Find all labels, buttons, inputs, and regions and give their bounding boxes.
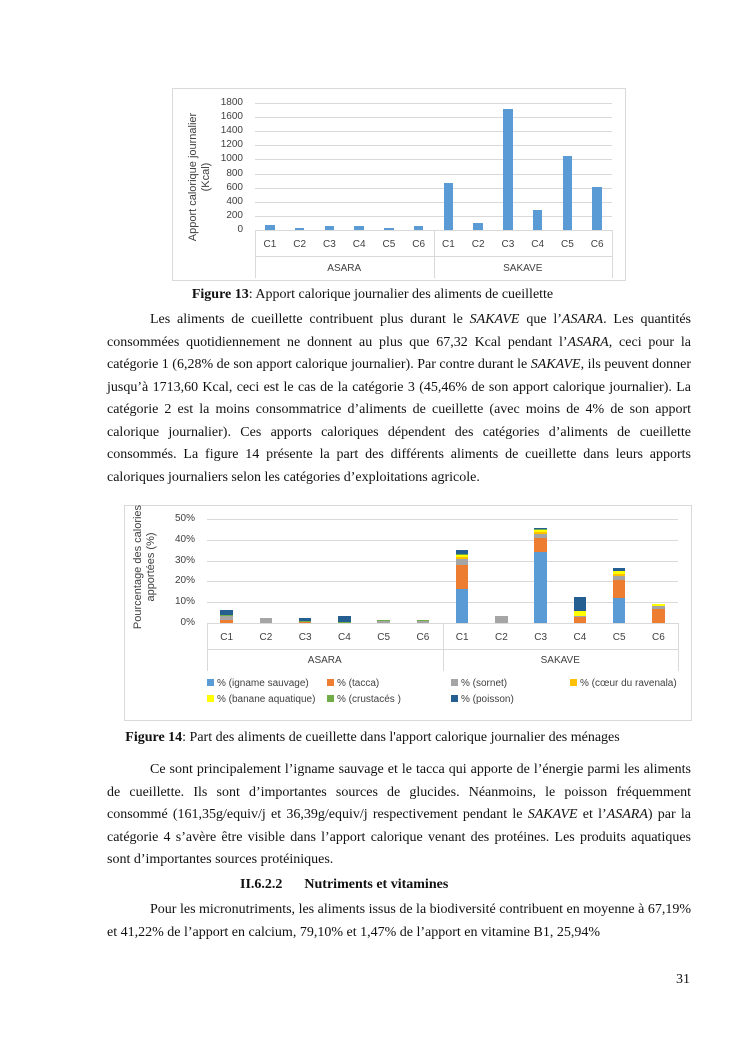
bar-segment — [377, 621, 390, 623]
bar — [592, 187, 602, 230]
x-tick-label: C3 — [322, 239, 336, 250]
bar-segment — [456, 554, 469, 557]
x-tick-label: C4 — [573, 632, 587, 643]
x-tick-label: C5 — [377, 632, 391, 643]
y-tick-label: 50% — [174, 513, 195, 524]
gridline — [255, 202, 612, 203]
x-tick-label: C6 — [590, 239, 604, 250]
gridline — [255, 216, 612, 217]
figure-14-y-axis-label — [132, 492, 160, 642]
x-tick-label: C6 — [412, 239, 426, 250]
y-tick-label: 1400 — [220, 125, 243, 137]
text-run-italic: ASARA — [567, 334, 609, 350]
legend-swatch-icon — [207, 695, 214, 702]
bar-segment — [534, 529, 547, 530]
bar-segment — [652, 606, 665, 609]
gridline — [255, 145, 612, 146]
figure-13-y-axis-label — [187, 92, 215, 262]
gridline — [255, 159, 612, 160]
bar-segment — [299, 621, 312, 622]
x-tick-label: C6 — [416, 632, 430, 643]
figure-14-caption-label: Figure 14 — [125, 730, 183, 745]
figure-14-chart — [124, 505, 692, 721]
bar-segment — [456, 559, 469, 565]
y-tick-label: 0% — [180, 617, 195, 628]
legend-label: % (tacca) — [337, 678, 380, 689]
bar-segment — [456, 557, 469, 558]
bar-segment — [338, 622, 351, 623]
y-label-line-1: Apport calorique journalier — [187, 112, 199, 242]
group-label: ASARA — [327, 263, 362, 274]
bar-segment — [574, 616, 587, 617]
figure-14-caption — [0, 730, 745, 746]
axis-separator — [255, 256, 612, 257]
bar-segment — [613, 598, 626, 623]
legend-swatch-icon — [451, 695, 458, 702]
figure-13-caption-label: Figure 13 — [191, 287, 249, 302]
legend-item — [451, 678, 507, 689]
gridline — [255, 103, 612, 104]
bar-segment — [574, 597, 587, 612]
axis-separator — [207, 649, 678, 650]
bar-segment — [652, 604, 665, 606]
legend-label: % (crustacés ) — [337, 694, 401, 705]
text-run-italic: SAKAVE — [530, 357, 581, 372]
bar-segment — [220, 610, 233, 615]
bar-segment — [456, 554, 469, 555]
legend-item — [570, 678, 677, 689]
bar-segment — [417, 620, 430, 623]
text-run-italic: SAKAVE — [469, 312, 520, 327]
x-tick-label: C3 — [501, 239, 515, 250]
text-run: et l’ — [577, 807, 607, 822]
gridline — [207, 519, 678, 520]
bar-segment — [534, 534, 547, 538]
y-tick-label: 200 — [226, 209, 243, 221]
gridline — [255, 131, 612, 132]
x-tick-label: C5 — [560, 239, 574, 250]
group-label: SAKAVE — [503, 263, 543, 274]
bar-segment — [299, 618, 312, 621]
legend-swatch-icon — [327, 695, 334, 702]
bar — [444, 183, 454, 230]
bar-segment — [613, 580, 626, 598]
legend-item — [207, 678, 309, 689]
gridline — [207, 602, 678, 603]
bar-segment — [220, 616, 233, 620]
bar-segment — [574, 617, 587, 623]
gridline — [207, 581, 678, 582]
y-label-line-2: apportées (%) — [145, 532, 157, 602]
y-tick-label: 10% — [174, 596, 195, 608]
text-run: Les aliments de cueillette contribuent plus durant le — [150, 312, 470, 327]
x-tick-label: C4 — [337, 632, 351, 643]
legend-swatch-icon — [570, 679, 577, 686]
x-tick-label: C1 — [220, 632, 234, 643]
y-tick-label: 0 — [237, 224, 243, 235]
text-run: Ce sont principalement l’igname sauvage et le tacca qui apporte de l’énergie parmi les aliments de cueillette. Ils sont d’importantes sources de glucides. Néanmoins, le poisson fréquemment consommé (161,35g/equiv/j et 36,39g/equiv/j respectivement pendant le — [107, 762, 691, 822]
legend-swatch-icon — [327, 679, 334, 686]
bar — [295, 228, 305, 230]
gridline — [255, 117, 612, 118]
legend-swatch-icon — [451, 679, 458, 686]
gridline — [207, 561, 678, 562]
paragraph-1 — [107, 309, 691, 489]
x-tick-label: C4 — [352, 239, 366, 250]
bar — [265, 225, 275, 230]
legend-item — [451, 694, 514, 705]
x-tick-label: C2 — [471, 239, 485, 250]
bar-segment — [613, 574, 626, 576]
figure-13-chart — [172, 88, 626, 281]
legend-item — [327, 694, 401, 705]
bar-segment — [456, 565, 469, 589]
x-tick-label: C4 — [531, 239, 545, 250]
text-run: ) par la catégorie 4 s’avère être visible dans l’apport calorique venant des protéines. Les produits aquatiques sont d’importantes sources protéiniques. — [107, 807, 691, 867]
y-tick-label: 1200 — [220, 139, 243, 151]
x-tick-label: C1 — [455, 632, 469, 643]
bar — [414, 226, 424, 230]
bar-segment — [613, 568, 626, 571]
bar — [503, 109, 513, 230]
x-tick-label: C5 — [612, 632, 626, 643]
bar — [354, 226, 364, 230]
paragraph-3-text: Pour les micronutriments, les aliments issus de la biodiversité contribuent en moyenne à 67,19% et 41,22% de l’apport en calcium, 79,10% et 1,47% de l’apport en vitamine B1, 25,94% — [107, 902, 691, 940]
text-run-italic: ASARA — [561, 312, 604, 327]
text-run: que l’ — [519, 312, 562, 327]
figure-13-plot-area — [173, 89, 625, 280]
bar-segment — [534, 530, 547, 532]
bar-segment — [299, 622, 312, 623]
section-number: II.6.2.2 — [240, 877, 283, 892]
legend-label: % (poisson) — [461, 694, 514, 705]
paragraph-2 — [107, 759, 691, 872]
y-tick-label: 800 — [226, 167, 243, 179]
text-run-italic: ASARA — [606, 807, 648, 822]
y-tick-label: 30% — [174, 554, 195, 566]
text-run-italic: SAKAVE — [527, 807, 578, 822]
group-label: SAKAVE — [540, 655, 580, 666]
section-heading — [240, 877, 448, 893]
bar-segment — [456, 589, 469, 623]
x-tick-label: C2 — [293, 239, 307, 250]
bar-segment — [338, 622, 351, 623]
axis-separator — [678, 623, 679, 671]
legend-label: % (cœur du ravenala) — [580, 678, 677, 689]
legend-label: % (sornet) — [461, 678, 508, 689]
figure-13-caption — [0, 287, 745, 303]
bar-segment — [534, 552, 547, 623]
gridline — [255, 188, 612, 189]
x-tick-label: C1 — [441, 239, 455, 250]
x-tick-label: C2 — [259, 632, 273, 643]
bar-segment — [220, 615, 233, 616]
bar-segment — [534, 532, 547, 534]
figure-14-caption-text: : Part des aliments de cueillette dans l'apport calorique journalier des ménages — [182, 730, 620, 745]
bar-segment — [495, 616, 508, 623]
bar-segment — [220, 620, 233, 623]
bar-segment — [377, 620, 390, 621]
y-tick-label: 1000 — [220, 153, 243, 165]
figure-13-caption-text: : Apport calorique journalier des aliments de cueillette — [248, 287, 554, 302]
bar-segment — [574, 611, 587, 616]
section-title: Nutriments et vitamines — [304, 877, 449, 892]
bar-segment — [613, 576, 626, 580]
axis-separator — [612, 230, 613, 278]
x-tick-label: C3 — [534, 632, 548, 643]
text-run: , ils peuvent donner jusqu’à 1713,60 Kcal, ceci est le cas de la catégorie 3 (45,46% de son apport calorique journalier). La catégorie 2 est la moins consommatrice d’aliments de cueillette (avec moins de 4% de son apport calorique journalier). Ces apports caloriques dépendent des catégories d’aliments de cueillette consommés. La figure 14 présente la part des différents aliments de cueillette dans leurs apports caloriques journaliers selon les catégories d’exploitations agricole. — [107, 357, 692, 485]
legend-item — [207, 694, 315, 705]
bar-segment — [260, 618, 273, 623]
bar-segment — [534, 538, 547, 553]
y-tick-label: 1800 — [220, 97, 243, 108]
legend-label: % (igname sauvage) — [217, 678, 309, 689]
text-run: . Les quantités consommées quotidiennement ne donnent au plus que 67,32 Kcal pendant l’ — [107, 312, 691, 350]
x-tick-label: C6 — [651, 632, 665, 643]
bar-segment — [652, 609, 665, 623]
y-label-line-2: (Kcal) — [200, 162, 212, 192]
y-label-line-1: Pourcentage des calories — [132, 504, 144, 630]
y-tick-label: 600 — [226, 181, 243, 193]
bar — [325, 226, 335, 230]
y-tick-label: 400 — [226, 195, 243, 207]
bar-segment — [338, 616, 351, 621]
y-tick-label: 20% — [174, 575, 195, 587]
group-label: ASARA — [307, 655, 342, 666]
x-tick-label: C1 — [263, 239, 277, 250]
bar-segment — [613, 571, 626, 574]
bar — [473, 223, 483, 230]
paragraph-3 — [107, 899, 691, 944]
legend-item — [327, 678, 379, 689]
page-number: 31 — [676, 972, 690, 987]
legend-swatch-icon — [207, 679, 214, 686]
bar — [384, 228, 394, 230]
bar-segment — [534, 528, 547, 529]
bar — [563, 156, 573, 230]
y-tick-label: 1600 — [220, 111, 243, 123]
bar — [533, 210, 543, 230]
x-tick-label: C2 — [494, 632, 508, 643]
x-tick-label: C5 — [382, 239, 396, 250]
bar-segment — [456, 550, 469, 554]
legend-label: % (banane aquatique) — [217, 694, 316, 705]
gridline — [207, 540, 678, 541]
text-run: , ceci pour la catégorie 1 (6,28% de son apport calorique journalier). Par contre durant le — [107, 334, 691, 372]
y-tick-label: 40% — [174, 533, 195, 545]
x-tick-label: C3 — [298, 632, 312, 643]
gridline — [255, 174, 612, 175]
